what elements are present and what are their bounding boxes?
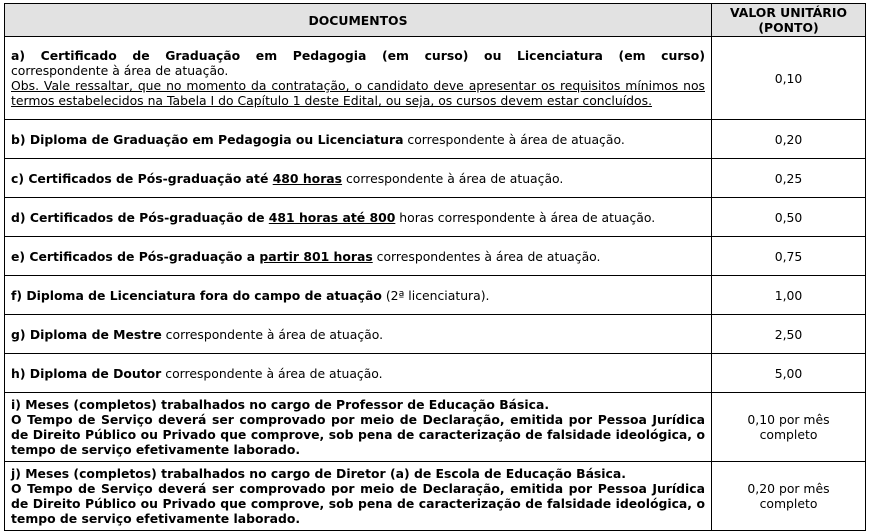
value-cell: 0,75 [712, 237, 866, 276]
value-cell [712, 393, 866, 462]
value-unit: completo [759, 496, 818, 511]
document-description: correspondente à área de atuação. [403, 131, 625, 147]
documents-column-header: DOCUMENTOS [5, 4, 712, 37]
table-row [5, 315, 866, 354]
table-row [5, 393, 866, 462]
document-cell [5, 120, 712, 159]
value-cell: 2,50 [712, 315, 866, 354]
table-row [5, 354, 866, 393]
document-cell [5, 37, 712, 120]
document-description: correspondente à área de atuação. [11, 63, 229, 78]
document-description: correspondente à área de atuação. [161, 365, 383, 381]
table-row [5, 37, 866, 120]
document-hours: 480 horas [272, 170, 343, 186]
table-row [5, 120, 866, 159]
document-description: correspondentes à área de atuação. [372, 248, 601, 264]
document-cell [5, 462, 712, 531]
document-title: f) Diploma de Licenciatura fora do campo de atuação [11, 287, 382, 303]
table-row [5, 276, 866, 315]
document-hours: partir 801 horas [259, 248, 373, 264]
table-header-row [5, 4, 866, 37]
document-cell [5, 276, 712, 315]
value-column-header [712, 4, 866, 37]
document-title: a) Certificado de Graduação em Pedagogia (em curso) ou Licenciatura (em curso) [11, 48, 705, 63]
document-description: horas correspondente à área de atuação. [395, 209, 656, 225]
document-cell [5, 159, 712, 198]
value-cell: 1,00 [712, 276, 866, 315]
value-cell [712, 462, 866, 531]
document-cell [5, 315, 712, 354]
document-description: correspondente à área de atuação. [161, 326, 384, 342]
table-row [5, 198, 866, 237]
document-observation: Obs. Vale ressaltar, que no momento da contratação, o candidato deve apresentar os requisitos mínimos nos termos estabelecidos na Tabela I do Capítulo 1 deste Edital, ou seja, os cursos devem estar concluídos. [11, 78, 705, 108]
document-title: e) Certificados de Pós-graduação a [11, 248, 260, 264]
document-cell [5, 354, 712, 393]
document-title: j) Meses (completos) trabalhados no cargo de Diretor (a) de Escola de Educação Básica. [11, 466, 626, 481]
value-cell: 0,25 [712, 159, 866, 198]
value-per-month: 0,10 por mês [747, 412, 830, 427]
value-header-line1: VALOR UNITÁRIO [730, 5, 847, 20]
value-per-month: 0,20 por mês [747, 481, 830, 496]
document-description: (2ª licenciatura). [381, 287, 490, 303]
scores-table [4, 3, 866, 531]
table-row [5, 462, 866, 531]
document-hours: 481 horas até 800 [268, 209, 396, 225]
value-unit: completo [759, 427, 818, 442]
document-description: correspondente à área de atuação. [342, 170, 564, 186]
document-cell [5, 198, 712, 237]
document-title: h) Diploma de Doutor [11, 365, 162, 381]
value-cell: 0,10 [712, 37, 866, 120]
document-proof-requirement: O Tempo de Serviço deverá ser comprovado por meio de Declaração, emitida por Pessoa Jurídica de Direito Público ou Privado que comprove, sob pena de caracterização de falsidade ideológica, o tempo de serviço efetivamente laborado. [11, 481, 705, 526]
document-cell [5, 237, 712, 276]
document-cell [5, 393, 712, 462]
document-proof-requirement: O Tempo de Serviço deverá ser comprovado por meio de Declaração, emitida por Pessoa Jurídica de Direito Público ou Privado que comprove, sob pena de caracterização de falsidade ideológica, o tempo de serviço efetivamente laborado. [11, 412, 705, 457]
value-cell: 0,20 [712, 120, 866, 159]
document-title: g) Diploma de Mestre [11, 326, 162, 342]
document-title: d) Certificados de Pós-graduação de [11, 209, 269, 225]
document-title: c) Certificados de Pós-graduação até [11, 170, 273, 186]
value-cell: 5,00 [712, 354, 866, 393]
document-title: i) Meses (completos) trabalhados no cargo de Professor de Educação Básica. [11, 397, 550, 412]
document-title: b) Diploma de Graduação em Pedagogia ou Licenciatura [11, 131, 404, 147]
value-header-line2: (PONTO) [758, 20, 819, 35]
table-row [5, 237, 866, 276]
value-cell: 0,50 [712, 198, 866, 237]
table-row [5, 159, 866, 198]
